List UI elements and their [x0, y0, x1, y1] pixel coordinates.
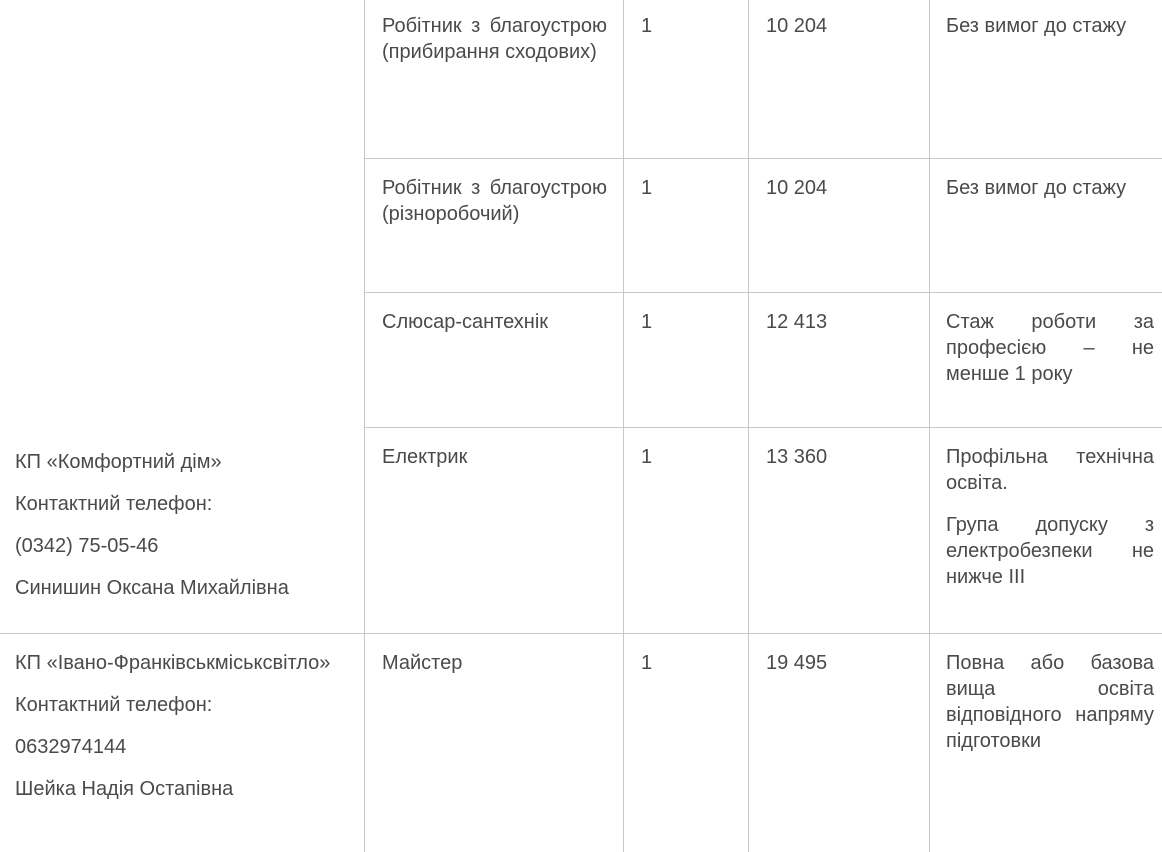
- position-cell: [382, 650, 607, 676]
- position-cell: [382, 13, 607, 65]
- requirements-text: Стаж роботи за професією – не менше 1 року: [946, 311, 1154, 385]
- column-divider: [929, 0, 930, 852]
- contact-person: Шейка Надія Остапівна: [15, 778, 234, 800]
- position-text: Майстер: [382, 652, 463, 674]
- count-cell: [641, 309, 652, 335]
- row-divider: [364, 427, 1162, 428]
- salary-cell: [766, 309, 827, 335]
- count-text: 1: [641, 652, 653, 674]
- column-divider: [623, 0, 624, 852]
- count-cell: [641, 175, 652, 201]
- position-cell: [382, 175, 607, 227]
- requirements-text: Без вимог до стажу: [946, 15, 1127, 37]
- row-divider: [364, 158, 1162, 159]
- salary-cell: [766, 650, 827, 676]
- salary-text: 10 204: [766, 177, 828, 199]
- requirements-cell: [946, 444, 1154, 590]
- position-text: Робітник з благоустрою (прибирання сходових): [382, 15, 607, 63]
- employer-cell: [15, 650, 349, 802]
- count-cell: [641, 444, 652, 470]
- position-text: Слюсар-сантехнік: [382, 311, 549, 333]
- salary-text: 10 204: [766, 15, 828, 37]
- count-text: 1: [641, 15, 653, 37]
- employer-name: КП «Івано-Франківськміськсвітло»: [15, 652, 331, 674]
- phone-label: Контактний телефон:: [15, 694, 213, 716]
- employer-name: КП «Комфортний дім»: [15, 451, 222, 473]
- count-cell: [641, 13, 652, 39]
- position-text: Електрик: [382, 446, 468, 468]
- phone-label: Контактний телефон:: [15, 493, 213, 515]
- employer-cell: [15, 449, 349, 601]
- salary-text: 19 495: [766, 652, 828, 674]
- row-divider: [364, 292, 1162, 293]
- requirements-text: Профільна технічна освіта.: [946, 446, 1154, 494]
- phone-number: (0342) 75-05-46: [15, 535, 159, 557]
- salary-text: 13 360: [766, 446, 828, 468]
- salary-cell: [766, 444, 827, 470]
- requirements-cell: [946, 309, 1154, 387]
- requirements-text: Група допуску з електробезпеки не нижче III: [946, 514, 1154, 588]
- count-text: 1: [641, 177, 653, 199]
- column-divider: [364, 0, 365, 852]
- requirements-cell: [946, 650, 1154, 754]
- position-cell: [382, 444, 607, 470]
- position-cell: [382, 309, 607, 335]
- requirements-text: Без вимог до стажу: [946, 177, 1127, 199]
- position-text: Робітник з благоустрою (різноробочий): [382, 177, 607, 225]
- requirements-cell: [946, 13, 1154, 39]
- requirements-cell: [946, 175, 1154, 201]
- column-divider: [748, 0, 749, 852]
- salary-cell: [766, 175, 827, 201]
- requirements-text: Повна або базова вища освіта відповідного напряму підготовки: [946, 652, 1154, 752]
- phone-number: 0632974144: [15, 736, 127, 758]
- salary-cell: [766, 13, 827, 39]
- count-cell: [641, 650, 652, 676]
- salary-text: 12 413: [766, 311, 828, 333]
- contact-person: Синишин Оксана Михайлівна: [15, 577, 289, 599]
- count-text: 1: [641, 311, 653, 333]
- row-divider: [0, 633, 1162, 634]
- count-text: 1: [641, 446, 653, 468]
